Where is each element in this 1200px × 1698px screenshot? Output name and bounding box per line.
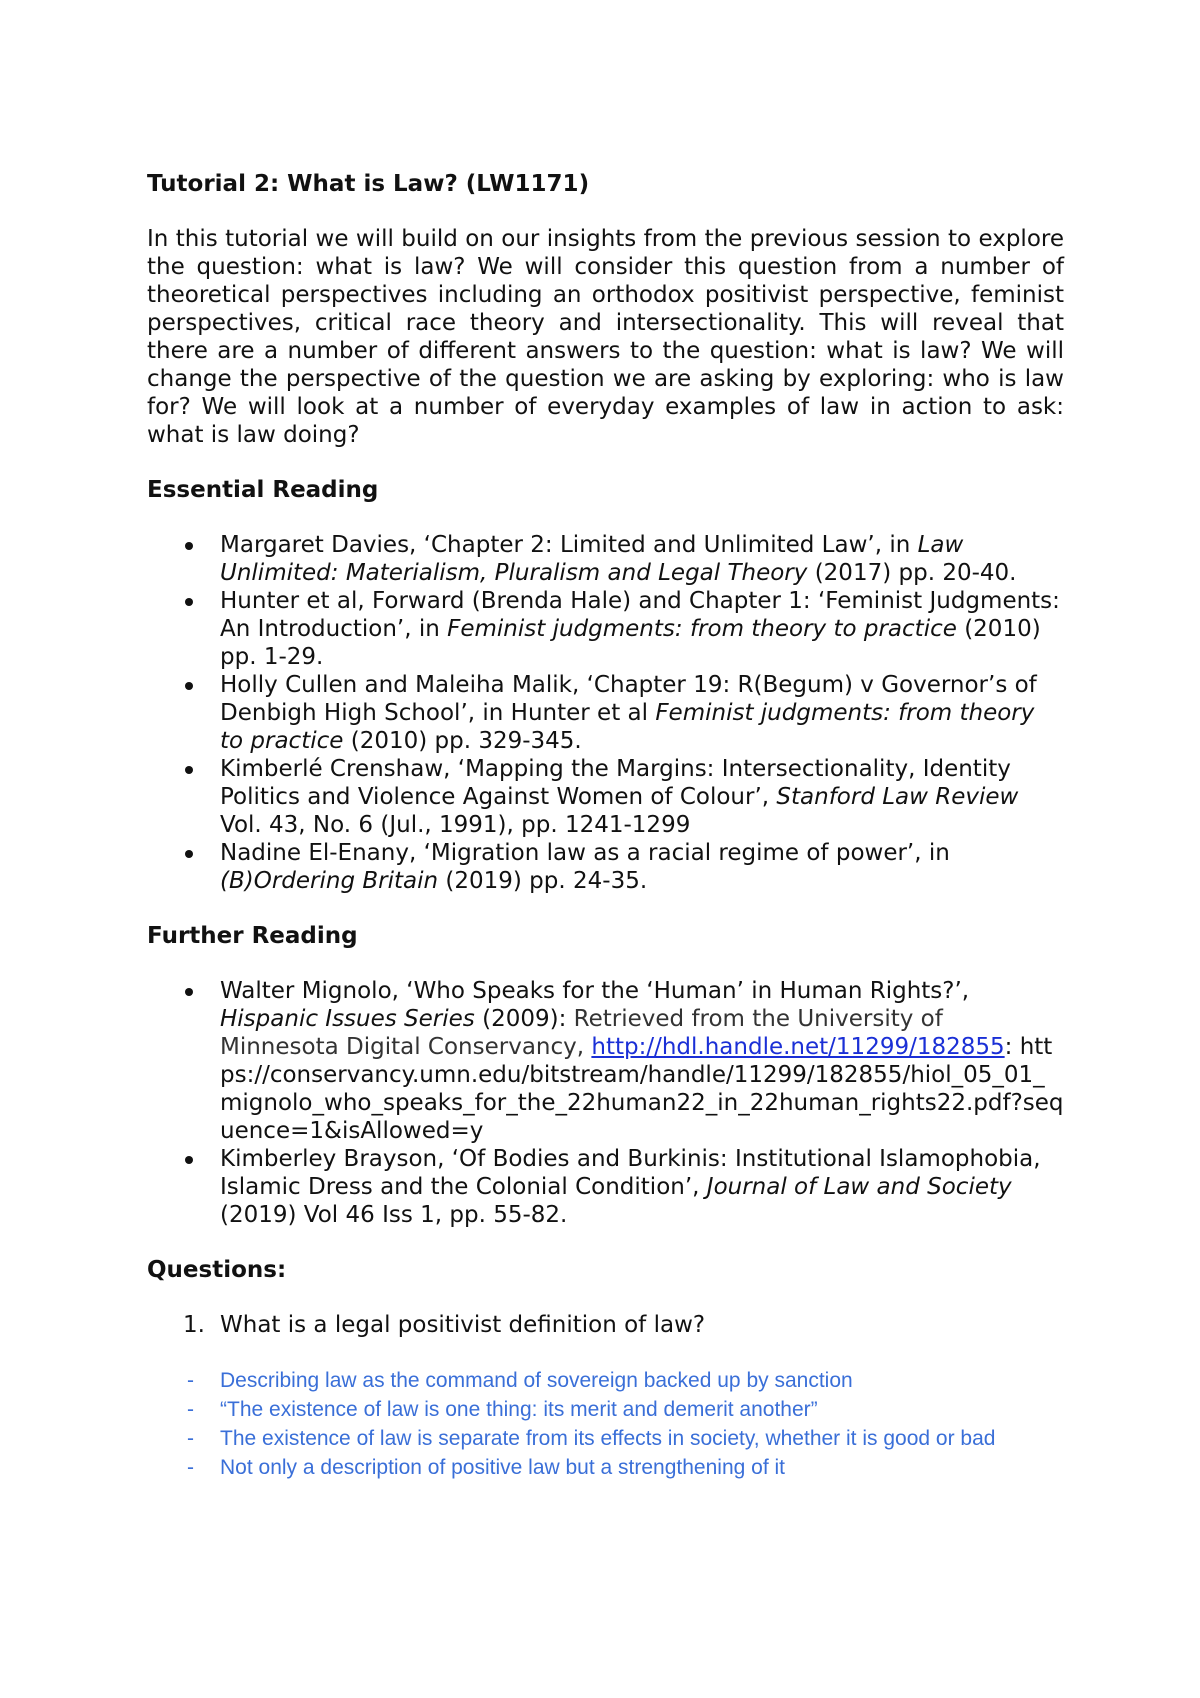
essential-reading-list [147,531,1064,895]
question-text: What is a legal positivist definition of law? [220,1312,706,1338]
further-reading-heading: Further Reading [147,923,358,949]
document-content [147,170,1064,1482]
bullet-icon [185,988,193,996]
page-title: Tutorial 2: What is Law? (LW1171) [147,171,590,197]
questions-list [147,1311,1064,1339]
further-reading-list [147,977,1064,1229]
list-item: Nadine El-Enany, ‘Migration law as a racial regime of power’, in (B)Ordering Britain (2019) pp. 24-35. [147,839,1064,895]
bullet-icon [185,766,193,774]
answer-item: - Not only a description of positive law but a strengthening of it [147,1453,1064,1482]
handle-link[interactable]: http://hdl.handle.net/11299/182855 [591,1034,1005,1060]
answer-list [147,1366,1064,1482]
answer-item: - Describing law as the command of sovereign backed up by sanction [147,1366,1064,1395]
bullet-icon [185,682,193,690]
bullet-icon [185,542,193,550]
list-item: Holly Cullen and Maleiha Malik, ‘Chapter 19: R(Begum) v Governor’s of Denbigh High School’, in Hunter et al Feminist judgments: from theory to practice (2010) pp. 329-345. [147,671,1064,755]
questions-heading: Questions: [147,1257,287,1283]
bullet-icon [185,598,193,606]
answer-item: - The existence of law is separate from its effects in society, whether it is good or bad [147,1424,1064,1453]
list-item: Kimberlé Crenshaw, ‘Mapping the Margins: Intersectionality, Identity Politics and Violence Against Women of Colour’, Stanford Law Review Vol. 43, No. 6 (Jul., 1991), pp. 1241-1299 [147,755,1064,839]
dash-marker: - [187,1369,194,1392]
dash-marker: - [187,1456,194,1479]
question-number: 1. [183,1312,205,1338]
bullet-icon [185,850,193,858]
list-item: Margaret Davies, ‘Chapter 2: Limited and Unlimited Law’, in Law Unlimited: Materialism, Pluralism and Legal Theory (2017) pp. 20-40. [147,531,1064,587]
list-item: Kimberley Brayson, ‘Of Bodies and Burkinis: Institutional Islamophobia, Islamic Dress and the Colonial Condition’, Journal of Law and Society (2019) Vol 46 Iss 1, pp. 55-82. [147,1145,1064,1229]
dash-marker: - [187,1398,194,1421]
bullet-icon [185,1156,193,1164]
answer-item: - “The existence of law is one thing: its merit and demerit another” [147,1395,1064,1424]
list-item: Hunter et al, Forward (Brenda Hale) and Chapter 1: ‘Feminist Judgments: An Introduction’, in Feminist judgments: from theory to practice (2010) pp. 1-29. [147,587,1064,671]
intro-paragraph: In this tutorial we will build on our insights from the previous session to explore the question: what is law? We will consider this question from a number of theoretical perspectives including an orthodox positivist perspective, feminist perspectives, critical race theory and intersectionality. This will reveal that there are a number of different answers to the question: what is law? We will change the perspective of the question we are asking by exploring: who is law for? We will look at a number of everyday examples of law in action to ask: what is law doing? [147,226,1064,448]
question-item [147,1311,1064,1339]
list-item: Walter Mignolo, ‘Who Speaks for the ‘Human’ in Human Rights?’, Hispanic Issues Series (2009): Retrieved from the University of Minnesota Digital Conservancy, http://hdl.handle.net/11299/182855: https://conservancy.umn.edu/bitstream/handle/11299/182855/hiol_05_01_mignolo_who_speaks_for_the_22human22_in_22human_rights22.pdf?sequence=1&isAllowed=y [147,977,1064,1145]
dash-marker: - [187,1427,194,1450]
essential-reading-heading: Essential Reading [147,477,379,503]
